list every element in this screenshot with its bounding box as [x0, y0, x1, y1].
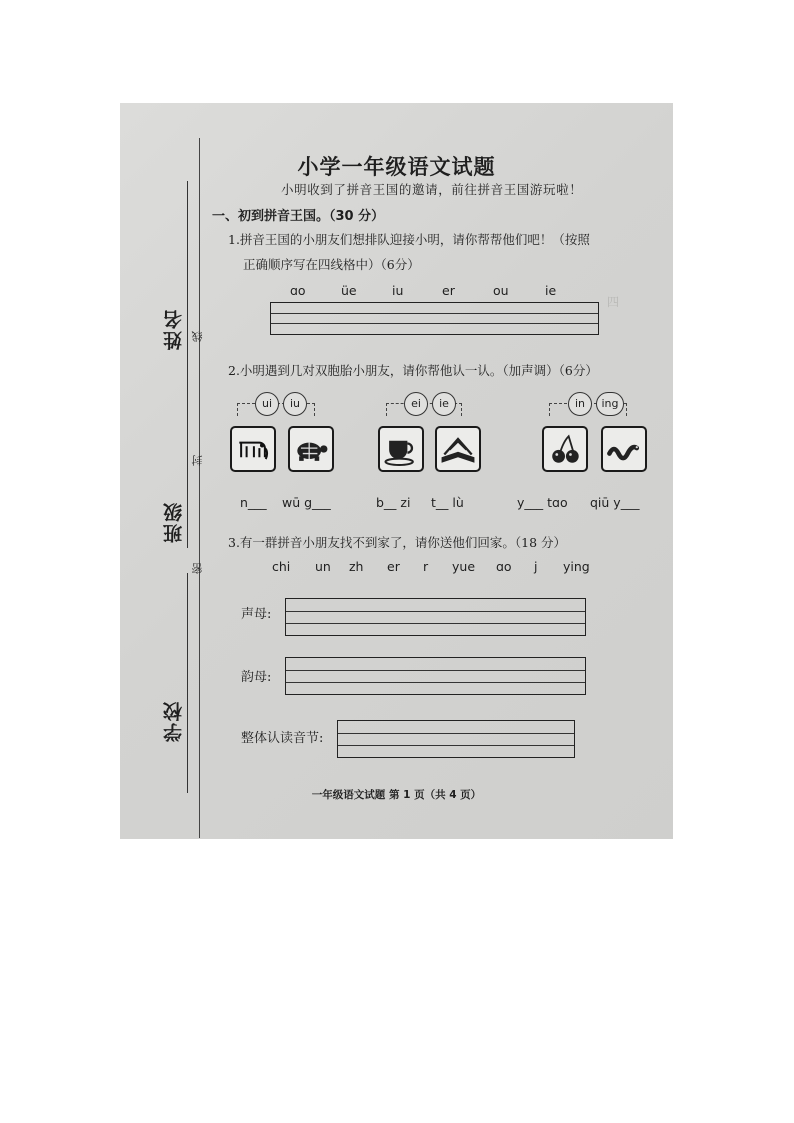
- name-underline: [187, 181, 188, 401]
- school-underline: [187, 573, 188, 793]
- q1-text-line1: 1.拼音王国的小朋友们想排队迎接小明，请你帮帮他们吧！（按照: [228, 232, 590, 247]
- q3-syllable: ying: [563, 559, 590, 574]
- zhengti-label: 整体认读音节:: [241, 731, 324, 746]
- q3-syllable: r: [423, 559, 429, 574]
- class-label: 班级: [163, 501, 185, 543]
- bubble-ui: ui: [255, 392, 279, 416]
- bubble-in: in: [568, 392, 592, 416]
- page-footer: 一年级语文试题 第 1 页（共 4 页）: [311, 789, 482, 801]
- book-icon: [435, 426, 481, 472]
- yunmu-four-line-grid[interactable]: [285, 657, 586, 695]
- cup-icon: [378, 426, 424, 472]
- q1-text-line2: 正确顺序写在四线格中）（6分）: [243, 257, 420, 272]
- q1-syllable: iu: [392, 283, 404, 298]
- seal-mi: 密: [191, 563, 204, 574]
- blank-word[interactable]: t__ lù: [431, 495, 464, 510]
- q3-syllable: zh: [349, 559, 364, 574]
- bubble-iu: iu: [283, 392, 307, 416]
- bubble-ing: ing: [596, 392, 624, 416]
- q2-text: 2.小明遇到几对双胞胎小朋友，请你帮他认一认。（加声调）（6分）: [228, 363, 598, 378]
- page-title: 小学一年级语文试题: [297, 155, 496, 179]
- exam-sheet: [120, 103, 673, 839]
- seal-xian: 线: [191, 331, 204, 342]
- binding-line: [199, 138, 200, 838]
- show-through-mark: 四: [607, 295, 620, 309]
- q1-four-line-grid[interactable]: [270, 302, 599, 335]
- q3-syllable: j: [534, 559, 538, 574]
- intro-text: 小明收到了拼音王国的邀请，前往拼音王国游玩啦！: [281, 182, 583, 197]
- bubble-ei: ei: [404, 392, 428, 416]
- q3-syllable: chi: [272, 559, 291, 574]
- blank-word[interactable]: qiū y___: [590, 495, 640, 510]
- blank-word[interactable]: n___: [240, 495, 267, 510]
- q1-syllable: ɑo: [290, 283, 306, 298]
- blank-word[interactable]: y___ tɑo: [517, 495, 568, 510]
- zhengti-four-line-grid[interactable]: [337, 720, 575, 758]
- cherry-icon: [542, 426, 588, 472]
- q3-syllable: un: [315, 559, 331, 574]
- school-label: 学校: [163, 700, 185, 742]
- yunmu-label: 韵母:: [241, 670, 272, 685]
- elephant-icon: [230, 426, 276, 472]
- q1-syllable: er: [442, 283, 455, 298]
- turtle-icon: [288, 426, 334, 472]
- q1-syllable: ou: [493, 283, 509, 298]
- seal-feng: 封: [191, 455, 204, 466]
- q3-syllable: er: [387, 559, 400, 574]
- section1-heading: 一、初到拼音王国。（30 分）: [212, 209, 385, 224]
- shengmu-label: 声母:: [241, 607, 272, 622]
- q1-syllable: üe: [341, 283, 357, 298]
- name-label: 姓名: [163, 308, 185, 350]
- q1-syllable: ie: [545, 283, 557, 298]
- shengmu-four-line-grid[interactable]: [285, 598, 586, 636]
- blank-word[interactable]: wū g___: [282, 495, 331, 510]
- class-underline: [187, 398, 188, 548]
- q3-syllable: yue: [452, 559, 476, 574]
- worm-icon: [601, 426, 647, 472]
- blank-word[interactable]: b__ zi: [376, 495, 411, 510]
- q3-text: 3.有一群拼音小朋友找不到家了，请你送他们回家。（18 分）: [228, 535, 567, 550]
- bubble-ie: ie: [432, 392, 456, 416]
- q3-syllable: ɑo: [496, 559, 512, 574]
